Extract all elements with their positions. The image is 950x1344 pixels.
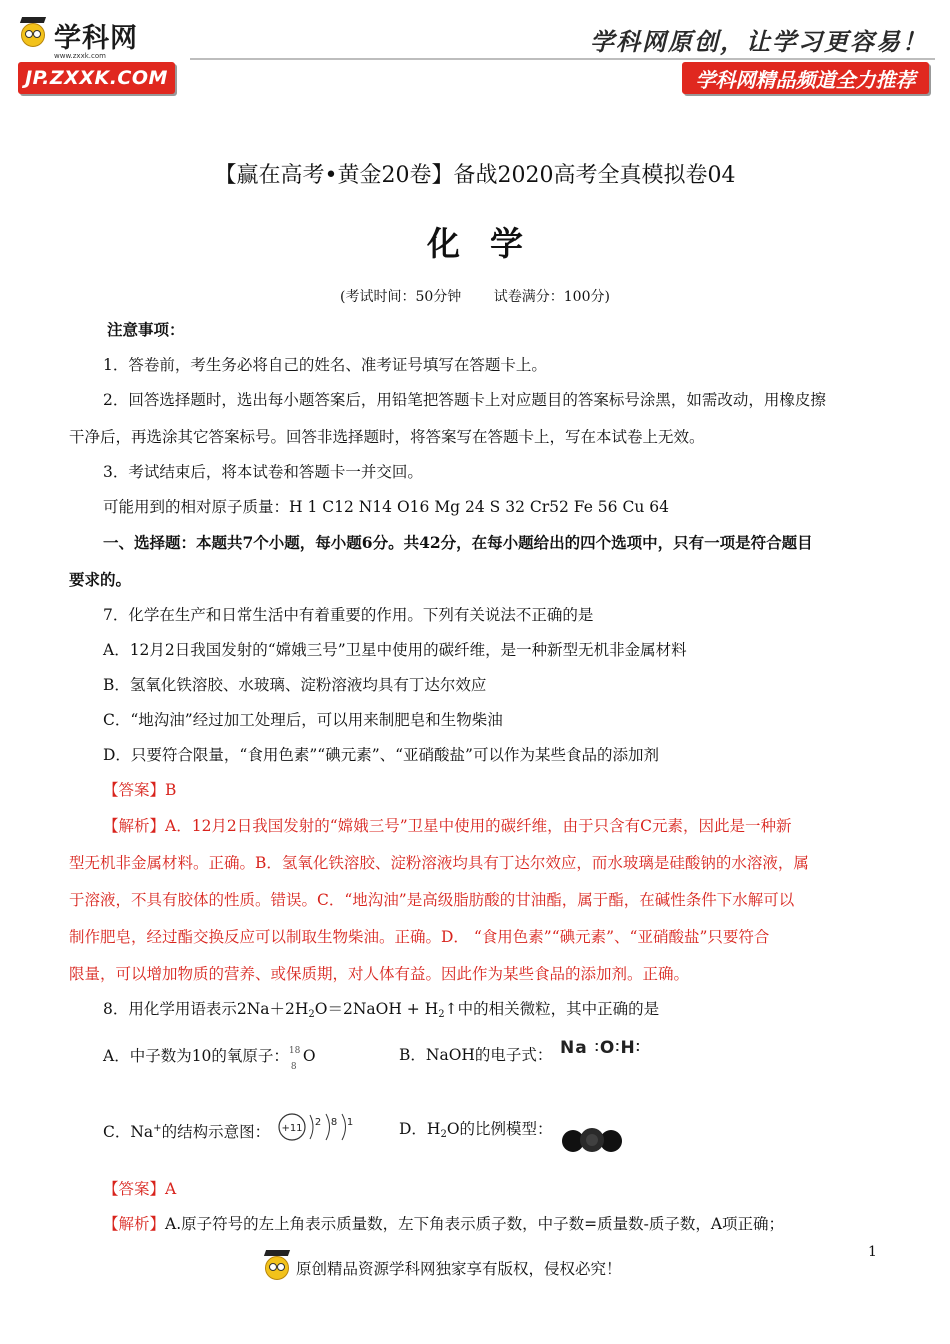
answer-value: B — [165, 781, 177, 799]
exam-info — [0, 286, 950, 306]
q7-analysis-1 — [103, 816, 792, 836]
q8-stem — [103, 999, 659, 1025]
note-2b: 干净后，再选涂其它答案标号。回答非选择题时，将答案写在答题卡上，写在本试卷上无效。 — [69, 428, 705, 446]
subscript: 2 — [308, 1009, 315, 1020]
analysis-label: 【解析】 — [103, 817, 166, 835]
header-divider — [190, 58, 935, 60]
note-2a: 2．回答选择题时，选出每小题答案后，用铅笔把答题卡上对应题目的答案标号涂黑，如需改动，用橡皮擦 — [103, 391, 826, 409]
analysis-text: A.原子符号的左上角表示质量数，左下角表示质子数，中子数=质量数-质子数，A项正确； — [165, 1215, 785, 1233]
q8-answer — [103, 1179, 176, 1199]
document-title: 【赢在高考•黄金20卷】备战2020高考全真模拟卷04 — [214, 163, 736, 188]
lewis-h: H — [620, 1038, 636, 1058]
header-slogan: 学科网原创，让学习更容易！ — [590, 27, 928, 56]
q7-analysis-4: 制作肥皂，经过酯交换反应可以制取生物柴油。正确。D． “食用色素”“碘元素”、“亚硝酸盐”只要符合 — [69, 928, 770, 946]
q7-option-b: B．氢氧化铁溶胶、水玻璃、淀粉溶液均具有丁达尔效应 — [103, 676, 487, 694]
q8-stem-post: ↑中的相关微粒，其中正确的是 — [444, 1000, 660, 1018]
q8-option-d — [399, 1119, 553, 1145]
page-number: 1 — [868, 1244, 877, 1260]
q8-option-b: B．NaOH的电子式： — [399, 1046, 553, 1064]
na-ion-structure-diagram — [277, 1110, 359, 1144]
footer — [262, 1250, 622, 1286]
q8-option-a-text: A．中子数为10的氧原子： — [103, 1047, 289, 1065]
logo-badge[interactable]: JP.ZXXK.COM — [18, 62, 175, 94]
full-score: 试卷满分：100分) — [493, 289, 610, 305]
subscript: 2 — [438, 1009, 445, 1020]
isotope-number: 8 — [290, 1062, 297, 1072]
q8-option-c — [103, 1119, 270, 1142]
q8-option-a — [103, 1045, 316, 1072]
shell-3: 1 — [346, 1117, 354, 1128]
q8-stem-pre: 8．用化学用语表示2Na＋2H — [103, 1000, 309, 1018]
shell-1: 2 — [314, 1117, 322, 1128]
isotope-notation — [288, 1045, 303, 1072]
note-1: 1．答卷前，考生务必将自己的姓名、准考证号填写在答题卡上。 — [103, 356, 547, 374]
notes-heading: 注意事项： — [107, 320, 185, 339]
q7-option-c: C．“地沟油”经过加工处理后，可以用来制肥皂和生物柴油 — [103, 711, 503, 729]
q7-stem: 7．化学在生产和日常生活中有着重要的作用。下列有关说法不正确的是 — [103, 606, 594, 624]
lewis-na: Na — [560, 1038, 588, 1058]
section-heading-2: 要求的。 — [69, 570, 132, 589]
q8-analysis-1 — [103, 1214, 784, 1234]
isotope-mass: 18 — [288, 1046, 301, 1056]
nucleus-charge: +11 — [281, 1123, 303, 1134]
note-3: 3．考试结束后，将本试卷和答题卡一并交回。 — [103, 463, 423, 481]
q7-analysis-3: 于溶液，不具有胶体的性质。错误。C．“地沟油”是高级脂肪酸的甘油酯，属于酯，在碱性条件下水解可以 — [69, 891, 795, 909]
q7-analysis-2: 型无机非金属材料。正确。B．氢氧化铁溶胶、淀粉溶液均具有丁达尔效应，而水玻璃是硅酸钠的水溶液，属 — [69, 854, 809, 872]
q7-option-a: A．12月2日我国发射的“嫦娥三号”卫星中使用的碳纤维，是一种新型无机非金属材料 — [103, 641, 687, 659]
shell-2: 8 — [330, 1117, 338, 1128]
site-logo[interactable] — [18, 14, 193, 104]
exam-time: (考试时间：50分钟 — [340, 289, 462, 305]
q8-option-d-post: O的比例模型： — [446, 1120, 553, 1138]
footer-copyright: 原创精品资源学科网独家享有版权，侵权必究！ — [296, 1260, 622, 1278]
header-banner[interactable]: 学科网精品频道全力推荐 — [682, 62, 929, 94]
superscript: + — [153, 1123, 162, 1134]
q8-option-c-pre: C．Na — [103, 1123, 154, 1141]
naoh-electron-formula: Na ⁚O⁚H⁚ — [560, 1038, 641, 1058]
logo-name: 学科网 — [54, 22, 138, 54]
q7-answer — [103, 780, 176, 800]
analysis-label: 【解析】 — [103, 1215, 166, 1233]
section-heading-1: 一、选择题：本题共7个小题，每小题6分。共42分，在每小题给出的四个选项中，只有一项是符合题目 — [103, 533, 813, 552]
subscript: 2 — [440, 1129, 447, 1140]
analysis-text: A．12月2日我国发射的“嫦娥三号”卫星中使用的碳纤维，由于只含有C元素，因此是一种新 — [165, 817, 792, 835]
h2o-space-filling-model — [561, 1126, 623, 1154]
answer-label: 【答案】 — [103, 781, 166, 799]
lewis-o: O — [599, 1038, 616, 1058]
atomic-mass: 可能用到的相对原子质量：H 1 C12 N14 O16 Mg 24 S 32 Cr52 Fe 56 Cu 64 — [103, 498, 669, 516]
q7-analysis-5: 限量，可以增加物质的营养、或保质期，对人体有益。因此作为某些食品的添加剂。正确。 — [69, 965, 690, 983]
q8-option-c-post: 的结构示意图： — [161, 1123, 271, 1141]
mascot-icon — [18, 17, 48, 53]
mascot-icon — [262, 1250, 292, 1286]
logo-url: www.zxxk.com — [54, 52, 106, 60]
answer-value: A — [165, 1180, 177, 1198]
subject-title: 化学 — [427, 224, 553, 263]
q8-stem-mid: O＝2NaOH + H — [314, 1000, 439, 1018]
q7-option-d: D．只要符合限量，“食用色素”“碘元素”、“亚硝酸盐”可以作为某些食品的添加剂 — [103, 746, 659, 764]
q8-option-d-pre: D．H — [399, 1120, 441, 1138]
isotope-symbol: O — [302, 1047, 316, 1065]
answer-label: 【答案】 — [103, 1180, 166, 1198]
